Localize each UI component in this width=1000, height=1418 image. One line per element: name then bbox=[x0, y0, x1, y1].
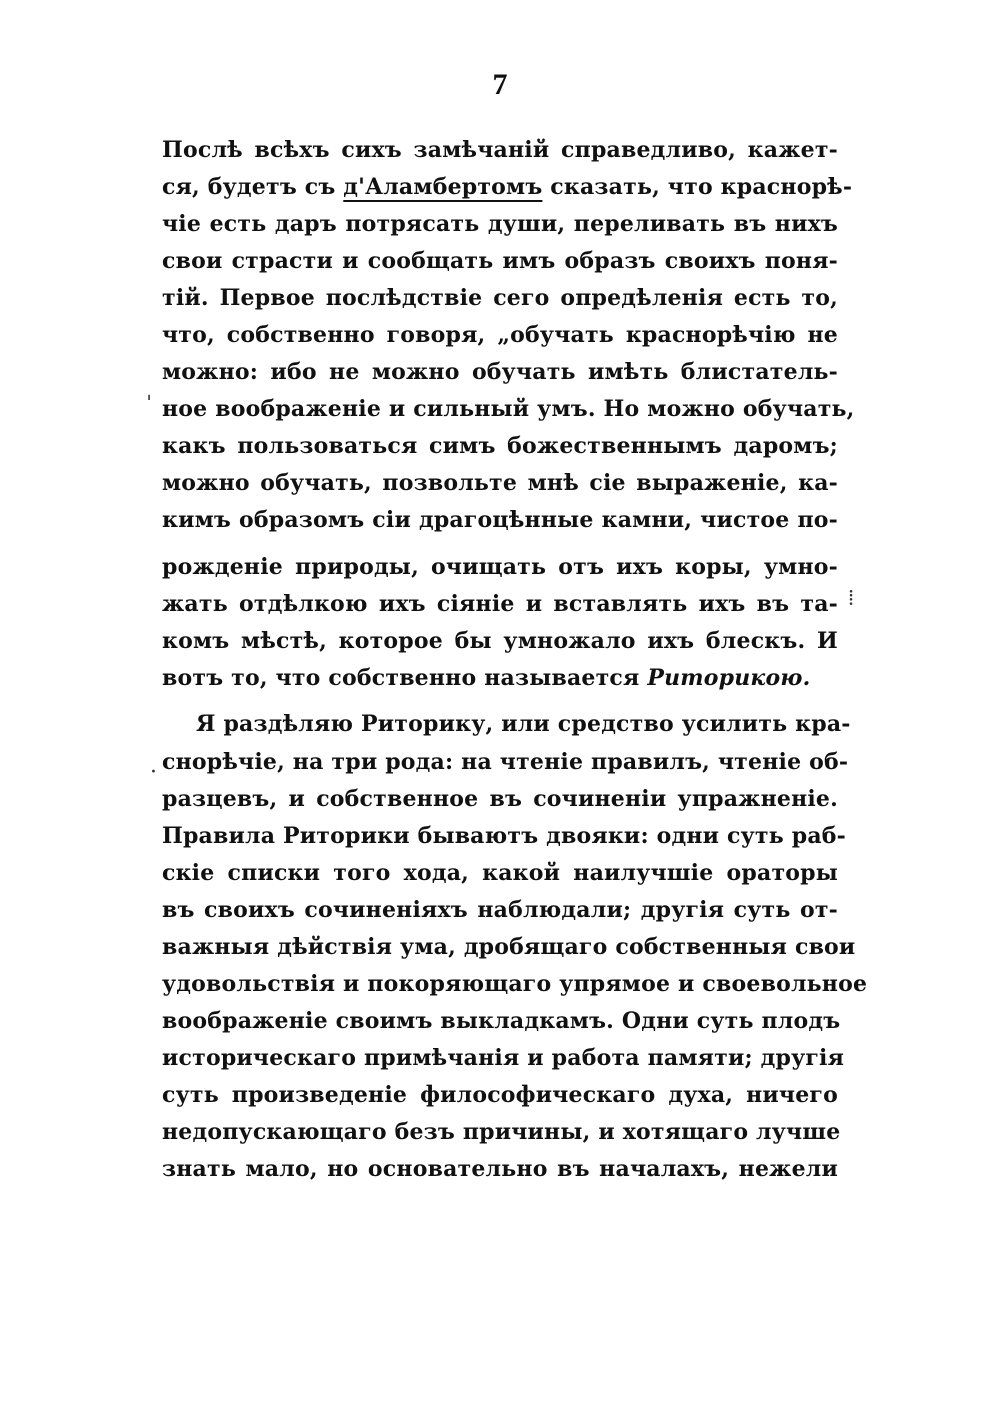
text-line: недопускающаго безъ причины, и хотящаго лучше bbox=[162, 1119, 841, 1145]
page-number: 7 bbox=[492, 68, 508, 101]
margin-mark: ⁞ bbox=[848, 586, 855, 611]
text-line: скіе списки того хода, какой наилучшіе ораторы bbox=[162, 860, 838, 886]
text-line: Правила Риторики бываютъ двояки: одни суть раб- bbox=[162, 823, 846, 849]
margin-mark: · bbox=[150, 760, 157, 785]
margin-mark: ˈ bbox=[146, 393, 153, 418]
text-line: можно обучать, позвольте мнѣ сіе выраженіе, ка- bbox=[162, 470, 838, 496]
line-segment: ся, будетъ съ bbox=[162, 174, 344, 200]
emphasized-term: Риторикою. bbox=[647, 665, 811, 691]
text-line: удовольствія и покоряющаго упрямое и своевольное bbox=[162, 971, 868, 997]
text-line: суть произведеніе философическаго духа, ничего bbox=[162, 1082, 838, 1108]
underlined-name: д'Аламбертомъ bbox=[343, 174, 543, 200]
text-line: Послѣ всѣхъ сихъ замѣчаній справедливо, кажет- bbox=[162, 137, 838, 163]
text-line: знать мало, но основательно въ началахъ, нежели bbox=[162, 1156, 838, 1182]
text-line: комъ мѣстѣ, которое бы умножало ихъ блескъ. И bbox=[162, 628, 838, 654]
text-line: рожденіе природы, очищать отъ ихъ коры, умно- bbox=[162, 554, 838, 580]
line-segment: вотъ то, что собственно называется bbox=[162, 665, 648, 691]
text-line: жать отдѣлкою ихъ сіяніе и вставлять ихъ въ та- bbox=[162, 591, 838, 617]
text-line: свои страсти и сообщать имъ образъ своихъ поня- bbox=[162, 248, 838, 274]
text-line: тій. Первое послѣдствіе сего опредѣленія есть то, bbox=[162, 285, 838, 311]
text-line: историческаго примѣчанія и работа памяти; другія bbox=[162, 1045, 845, 1071]
text-line: какъ пользоваться симъ божественнымъ даромъ; bbox=[162, 433, 838, 459]
text-line: Я раздѣляю Риторику, или средство усилить кра- bbox=[196, 711, 851, 737]
text-line bbox=[162, 656, 838, 700]
line-segment: сказать, что краснорѣ- bbox=[542, 174, 853, 200]
text-line: воображеніе своимъ выкладкамъ. Одни суть плодъ bbox=[162, 1008, 841, 1034]
text-line: разцевъ, и собственное въ сочиненіи упражненіе. bbox=[162, 786, 838, 812]
text-line: снорѣчіе, на три рода: на чтеніе правилъ, чтеніе об- bbox=[162, 749, 849, 775]
text-line: чіе есть даръ потрясать души, переливать въ нихъ bbox=[162, 211, 838, 237]
text-line: что, собственно говоря, „обучать краснорѣчію не bbox=[162, 322, 838, 348]
text-line: можно: ибо не можно обучать имѣть блистатель- bbox=[162, 359, 838, 385]
text-line: въ своихъ сочиненіяхъ наблюдали; другія суть от- bbox=[162, 897, 838, 923]
text-line: ное воображеніе и сильный умъ. Но можно обучать, bbox=[162, 396, 855, 422]
text-line: кимъ образомъ сіи драгоцѣнные камни, чистое по- bbox=[162, 507, 838, 533]
text-line: важныя дѣйствія ума, дробящаго собственныя свои bbox=[162, 934, 856, 960]
